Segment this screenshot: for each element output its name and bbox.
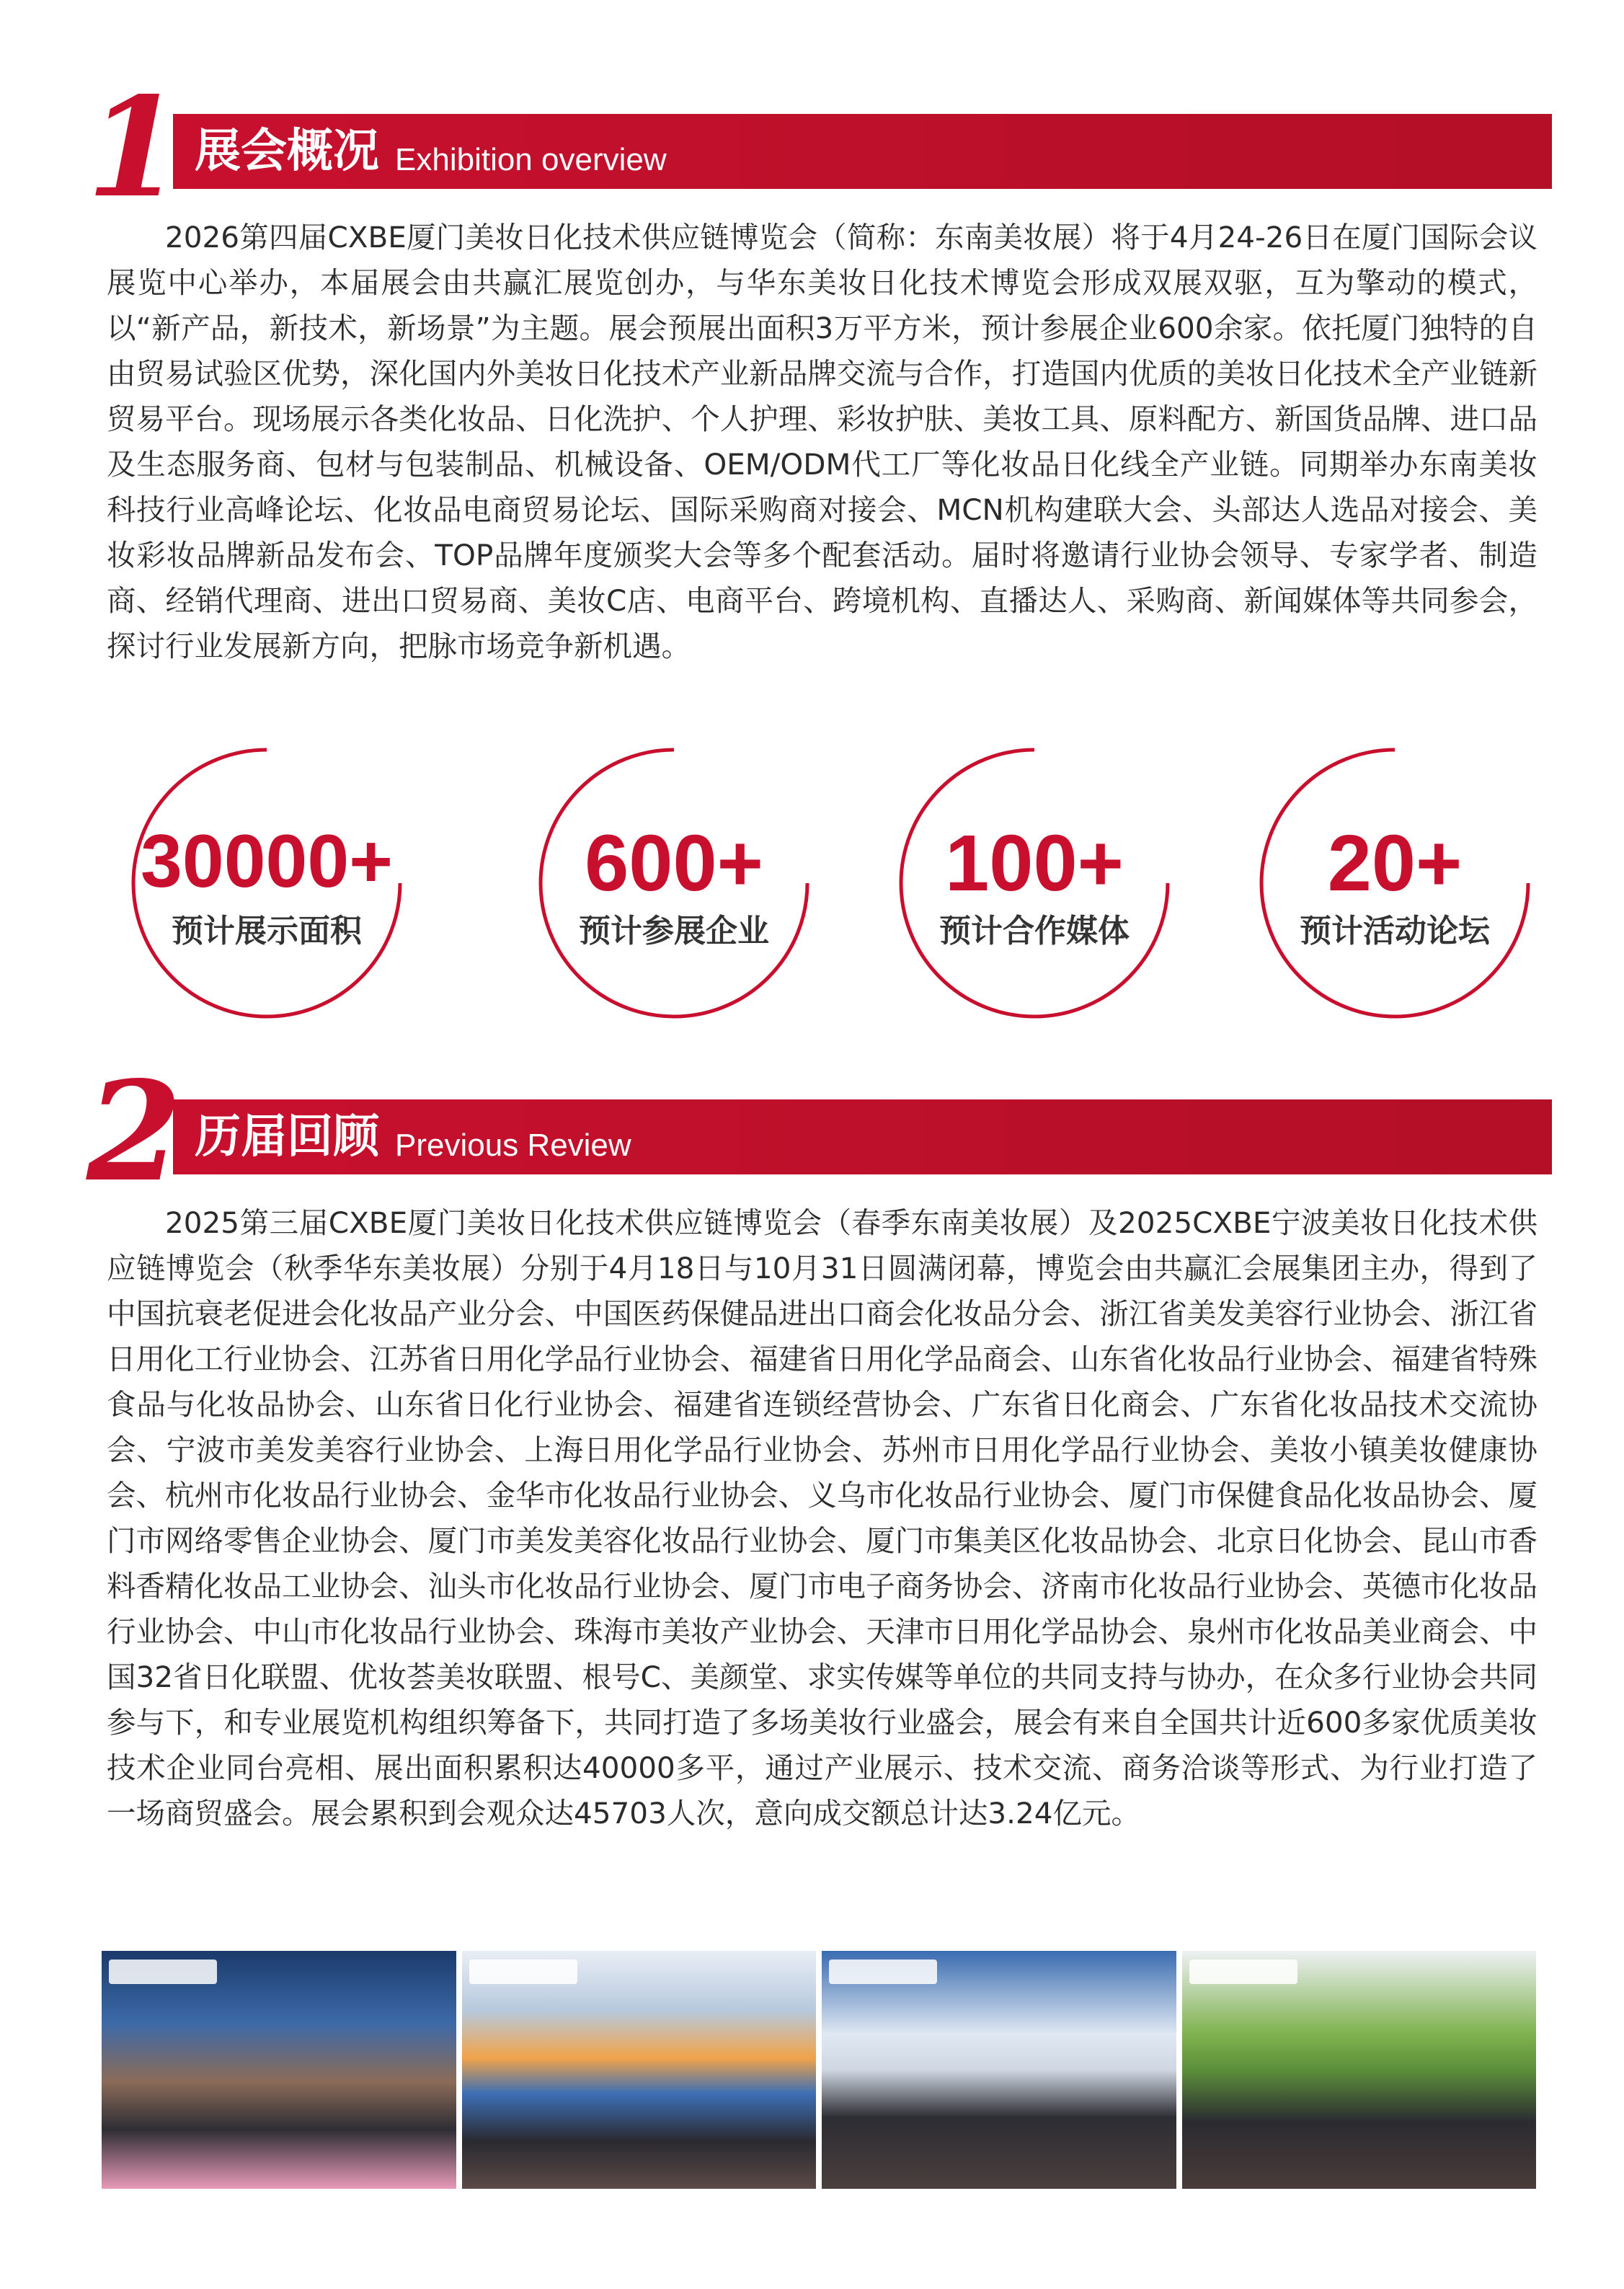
logo-chip <box>1189 1960 1297 1984</box>
stat-forums <box>1243 739 1532 1027</box>
section-1-title-cn: 展会概况 <box>195 125 379 178</box>
photo-strip <box>102 1951 1536 2189</box>
stats-row <box>0 739 1624 1042</box>
stat-label: 预计展示面积 <box>172 913 362 949</box>
section-2-band <box>173 1099 1552 1174</box>
section-1-band <box>173 114 1552 189</box>
section-2-body: 2025第三届CXBE厦门美妆日化技术供应链博览会（春季东南美妆展）及2025CXBE宁波美妆日化技术供应链博览会（秋季华东美妆展）分别于4月18日与10月31日圆满闭幕，博览会由共赢汇会展集团主办，得到了中国抗衰老促进会化妆品产业分会、中国医药保健品进出口商会化妆品分会、浙江省美发美容行业协会、浙江省日用化工行业协会、江苏省日用化学品行业协会、福建省日用化学品商会、山东省化妆品行业协会、福建省特殊食品与化妆品协会、山东省日化行业协会、福建省连锁经营协会、广东省日化商会、广东省化妆品技术交流协会、宁波市美发美容行业协会、上海日用化学品行业协会、苏州市日用化学品行业协会、美妆小镇美妆健康协会、杭州市化妆品行业协会、金华市化妆品行业协会、义乌市化妆品行业协会、厦门市保健食品化妆品协会、厦门市网络零售企业协会、厦门市美发美容化妆品行业协会、厦门市集美区化妆品协会、北京日化协会、昆山市香料香精化妆品工业协会、汕头市化妆品行业协会、厦门市电子商务协会、济南市化妆品行业协会、英德市化妆品行业协会、中山市化妆品行业协会、珠海市美妆产业协会、天津市日用化学品协会、泉州市化妆品美业商会、中国32省日化联盟、优妆荟美妆联盟、根号C、美颜堂、求实传媒等单位的共同支持与协办，在众多行业协会共同参与下，和专业展览机构组织筹备下，共同打造了多场美妆行业盛会，展会有来自全国共计近600多家优质美妆技术企业同台亮相、展出面积累积达40000多平，通过产业展示、技术交流、商务洽谈等形式、为行业打造了一场商贸盛会。展会累积到会观众达45703人次，意向成交额总计达3.24亿元。 <box>107 1205 1538 1830</box>
exhibition-photo <box>1182 1951 1537 2189</box>
stat-value: 30000+ <box>141 820 393 903</box>
section-1-title-en: Exhibition overview <box>395 142 667 177</box>
section-2-number: 2 <box>86 1051 182 1212</box>
section-2-title-en: Previous Review <box>395 1128 631 1163</box>
stat-label: 预计合作媒体 <box>939 913 1130 949</box>
section-1-number: 1 <box>86 67 182 228</box>
section-1-body: 2026第四届CXBE厦门美妆日化技术供应链博览会（简称：东南美妆展）将于4月24-26日在厦门国际会议展览中心举办，本届展会由共赢汇展览创办，与华东美妆日化技术博览会形成双展双驱，互为擎动的模式，以“新产品，新技术，新场景”为主题。展会预展出面积3万平方米，预计参展企业600余家。依托厦门独特的自由贸易试验区优势，深化国内外美妆日化技术产业新品牌交流与合作，打造国内优质的美妆日化技术全产业链新贸易平台。现场展示各类化妆品、日化洗护、个人护理、彩妆护肤、美妆工具、原料配方、新国货品牌、进口品及生态服务商、包材与包装制品、机械设备、OEM/ODM代工厂等化妆品日化线全产业链。同期举办东南美妆科技行业高峰论坛、化妆品电商贸易论坛、国际采购商对接会、MCN机构建联大会、头部达人选品对接会、美妆彩妆品牌新品发布会、TOP品牌年度颁奖大会等多个配套活动。届时将邀请行业协会领导、专家学者、制造商、经销代理商、进出口贸易商、美妆C店、电商平台、跨境机构、直播达人、采购商、新闻媒体等共同参会，探讨行业发展新方向，把脉市场竞争新机遇。 <box>107 220 1538 663</box>
exhibition-photo <box>102 1951 456 2189</box>
stat-exhibitors <box>523 739 811 1027</box>
section-2-title-cn: 历届回顾 <box>195 1110 379 1164</box>
stat-value: 20+ <box>1327 819 1463 908</box>
logo-chip <box>469 1960 577 1984</box>
exhibition-photo <box>822 1951 1176 2189</box>
exhibition-photo <box>462 1951 817 2189</box>
stat-value: 100+ <box>945 819 1124 908</box>
stat-value: 600+ <box>585 819 763 908</box>
stat-label: 预计参展企业 <box>579 913 769 949</box>
logo-chip <box>109 1960 217 1984</box>
stat-area <box>115 739 404 1027</box>
section-2-header <box>0 1051 1624 1212</box>
section-1-header <box>0 67 1624 228</box>
stat-label: 预计活动论坛 <box>1300 913 1490 949</box>
stat-media <box>883 739 1171 1027</box>
logo-chip <box>829 1960 937 1984</box>
